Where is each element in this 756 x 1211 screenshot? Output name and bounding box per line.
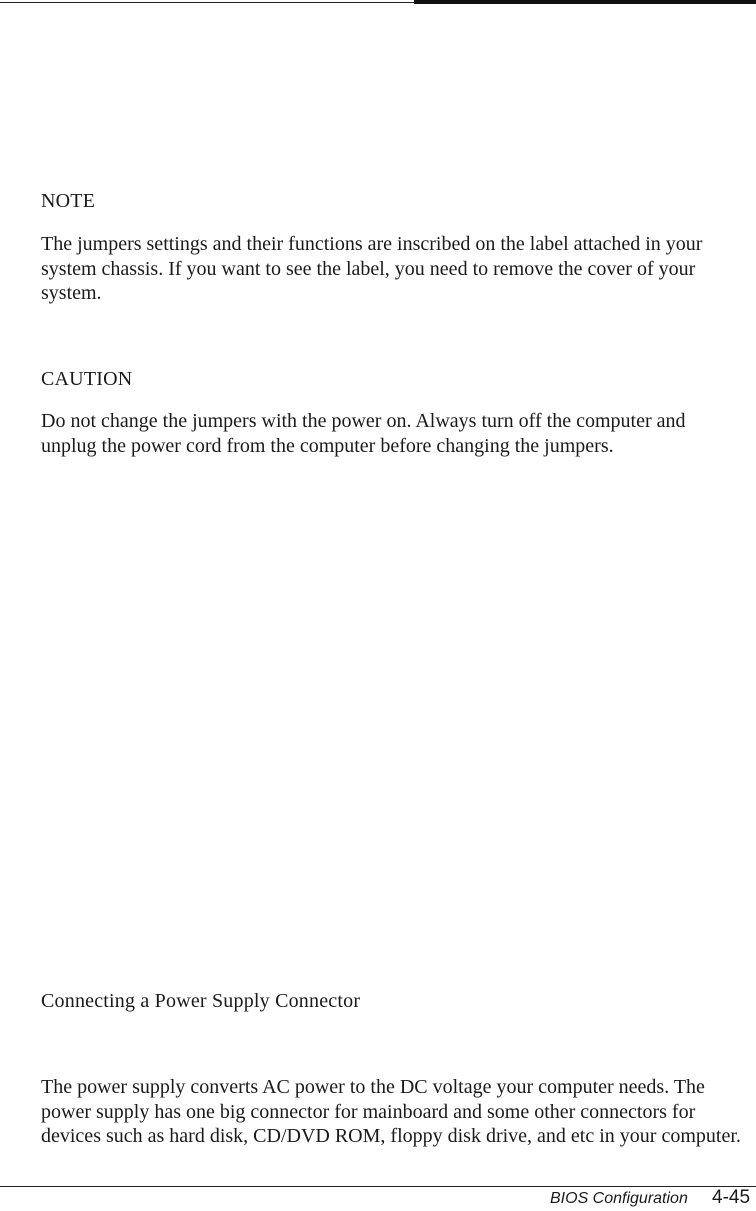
footer-rule [0, 1186, 756, 1187]
header-rule-thin [0, 2, 414, 3]
note-heading: NOTE [41, 190, 96, 212]
note-text: The jumpers settings and their functions are inscribed on the label attached in your system chassis. If you want to see the label, you need to remove the cover of your system. [41, 233, 703, 304]
footer-chapter-title: BIOS Configuration [550, 1190, 688, 1207]
header-rule-thick [414, 0, 756, 4]
section-heading: Connecting a Power Supply Connector [41, 990, 361, 1012]
caution-text: Do not change the jumpers with the power on. Always turn off the computer and unplug the power cord from the computer before changing the jumpers. [41, 410, 686, 457]
section-text: The power supply converts AC power to the DC voltage your computer needs. The power supply has one big connector for mainboard and some other connectors for devices such as hard disk, CD/DVD ROM, floppy disk drive, and etc in your computer. [41, 1076, 741, 1147]
caution-heading: CAUTION [41, 368, 133, 390]
footer-page-number: 4-45 [712, 1187, 751, 1208]
